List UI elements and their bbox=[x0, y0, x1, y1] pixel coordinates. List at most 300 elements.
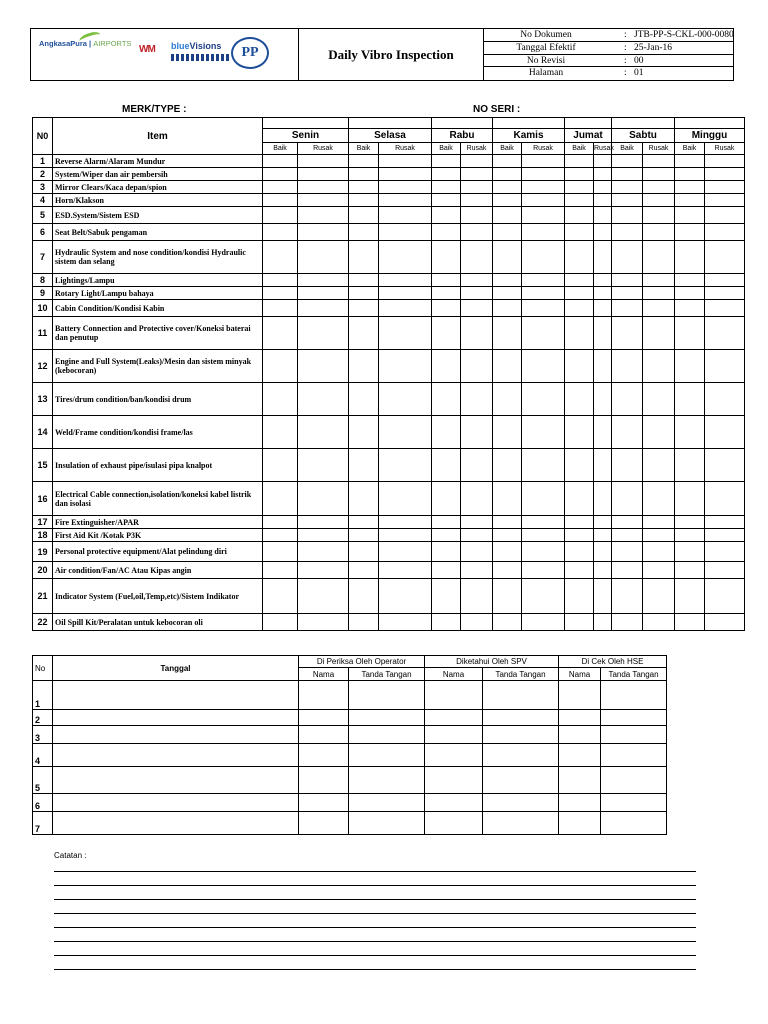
check-cell[interactable] bbox=[612, 274, 643, 287]
check-cell[interactable] bbox=[493, 482, 522, 516]
check-cell[interactable] bbox=[522, 482, 565, 516]
check-cell[interactable] bbox=[379, 449, 432, 482]
signoff-cell[interactable] bbox=[425, 681, 483, 710]
check-cell[interactable] bbox=[675, 482, 705, 516]
check-cell[interactable] bbox=[594, 614, 612, 631]
check-cell[interactable] bbox=[432, 287, 461, 300]
signoff-cell[interactable] bbox=[299, 710, 349, 726]
check-cell[interactable] bbox=[349, 207, 379, 224]
check-cell[interactable] bbox=[493, 224, 522, 241]
check-cell[interactable] bbox=[349, 350, 379, 383]
check-cell[interactable] bbox=[432, 300, 461, 317]
note-line[interactable] bbox=[54, 955, 696, 956]
check-cell[interactable] bbox=[349, 287, 379, 300]
check-cell[interactable] bbox=[298, 300, 349, 317]
check-cell[interactable] bbox=[643, 542, 675, 562]
signoff-cell[interactable] bbox=[425, 744, 483, 767]
signoff-cell[interactable] bbox=[559, 681, 601, 710]
check-cell[interactable] bbox=[298, 449, 349, 482]
signoff-cell[interactable] bbox=[601, 710, 667, 726]
check-cell[interactable] bbox=[565, 350, 594, 383]
check-cell[interactable] bbox=[675, 287, 705, 300]
check-cell[interactable] bbox=[493, 449, 522, 482]
check-cell[interactable] bbox=[612, 317, 643, 350]
signoff-cell[interactable] bbox=[53, 681, 299, 710]
check-cell[interactable] bbox=[705, 350, 745, 383]
signoff-cell[interactable] bbox=[601, 794, 667, 812]
check-cell[interactable] bbox=[705, 482, 745, 516]
check-cell[interactable] bbox=[675, 383, 705, 416]
check-cell[interactable] bbox=[522, 529, 565, 542]
check-cell[interactable] bbox=[379, 317, 432, 350]
check-cell[interactable] bbox=[432, 241, 461, 274]
check-cell[interactable] bbox=[432, 562, 461, 579]
check-cell[interactable] bbox=[522, 383, 565, 416]
check-cell[interactable] bbox=[263, 449, 298, 482]
check-cell[interactable] bbox=[643, 529, 675, 542]
check-cell[interactable] bbox=[349, 449, 379, 482]
check-cell[interactable] bbox=[565, 562, 594, 579]
check-cell[interactable] bbox=[298, 181, 349, 194]
check-cell[interactable] bbox=[379, 194, 432, 207]
signoff-cell[interactable] bbox=[53, 710, 299, 726]
check-cell[interactable] bbox=[379, 562, 432, 579]
check-cell[interactable] bbox=[298, 168, 349, 181]
check-cell[interactable] bbox=[349, 241, 379, 274]
check-cell[interactable] bbox=[643, 181, 675, 194]
check-cell[interactable] bbox=[675, 181, 705, 194]
check-cell[interactable] bbox=[522, 317, 565, 350]
check-cell[interactable] bbox=[643, 317, 675, 350]
check-cell[interactable] bbox=[612, 224, 643, 241]
check-cell[interactable] bbox=[379, 155, 432, 168]
check-cell[interactable] bbox=[461, 287, 493, 300]
signoff-cell[interactable] bbox=[559, 710, 601, 726]
signoff-cell[interactable] bbox=[53, 812, 299, 835]
check-cell[interactable] bbox=[675, 194, 705, 207]
check-cell[interactable] bbox=[461, 542, 493, 562]
signoff-cell[interactable] bbox=[601, 812, 667, 835]
signoff-cell[interactable] bbox=[483, 681, 559, 710]
check-cell[interactable] bbox=[594, 449, 612, 482]
check-cell[interactable] bbox=[522, 274, 565, 287]
check-cell[interactable] bbox=[675, 542, 705, 562]
check-cell[interactable] bbox=[705, 207, 745, 224]
signoff-cell[interactable] bbox=[425, 812, 483, 835]
check-cell[interactable] bbox=[493, 274, 522, 287]
check-cell[interactable] bbox=[522, 516, 565, 529]
check-cell[interactable] bbox=[643, 274, 675, 287]
signoff-cell[interactable] bbox=[299, 812, 349, 835]
check-cell[interactable] bbox=[594, 287, 612, 300]
check-cell[interactable] bbox=[493, 155, 522, 168]
check-cell[interactable] bbox=[461, 274, 493, 287]
check-cell[interactable] bbox=[643, 383, 675, 416]
check-cell[interactable] bbox=[461, 317, 493, 350]
check-cell[interactable] bbox=[263, 194, 298, 207]
check-cell[interactable] bbox=[432, 317, 461, 350]
check-cell[interactable] bbox=[298, 224, 349, 241]
check-cell[interactable] bbox=[379, 529, 432, 542]
signoff-cell[interactable] bbox=[299, 794, 349, 812]
check-cell[interactable] bbox=[612, 562, 643, 579]
check-cell[interactable] bbox=[379, 350, 432, 383]
check-cell[interactable] bbox=[705, 241, 745, 274]
check-cell[interactable] bbox=[643, 168, 675, 181]
check-cell[interactable] bbox=[493, 317, 522, 350]
check-cell[interactable] bbox=[263, 383, 298, 416]
check-cell[interactable] bbox=[643, 516, 675, 529]
note-line[interactable] bbox=[54, 899, 696, 900]
check-cell[interactable] bbox=[263, 207, 298, 224]
check-cell[interactable] bbox=[379, 416, 432, 449]
check-cell[interactable] bbox=[565, 207, 594, 224]
check-cell[interactable] bbox=[522, 287, 565, 300]
check-cell[interactable] bbox=[263, 516, 298, 529]
check-cell[interactable] bbox=[263, 529, 298, 542]
check-cell[interactable] bbox=[349, 194, 379, 207]
check-cell[interactable] bbox=[432, 181, 461, 194]
check-cell[interactable] bbox=[643, 579, 675, 614]
check-cell[interactable] bbox=[612, 181, 643, 194]
signoff-cell[interactable] bbox=[53, 744, 299, 767]
check-cell[interactable] bbox=[594, 350, 612, 383]
signoff-cell[interactable] bbox=[349, 681, 425, 710]
check-cell[interactable] bbox=[263, 350, 298, 383]
signoff-cell[interactable] bbox=[483, 794, 559, 812]
check-cell[interactable] bbox=[612, 482, 643, 516]
check-cell[interactable] bbox=[461, 529, 493, 542]
signoff-cell[interactable] bbox=[601, 726, 667, 744]
check-cell[interactable] bbox=[379, 274, 432, 287]
check-cell[interactable] bbox=[493, 300, 522, 317]
signoff-cell[interactable] bbox=[601, 681, 667, 710]
check-cell[interactable] bbox=[263, 300, 298, 317]
check-cell[interactable] bbox=[493, 416, 522, 449]
check-cell[interactable] bbox=[565, 614, 594, 631]
check-cell[interactable] bbox=[432, 383, 461, 416]
check-cell[interactable] bbox=[432, 579, 461, 614]
check-cell[interactable] bbox=[565, 155, 594, 168]
check-cell[interactable] bbox=[612, 350, 643, 383]
check-cell[interactable] bbox=[522, 562, 565, 579]
check-cell[interactable] bbox=[705, 516, 745, 529]
check-cell[interactable] bbox=[705, 579, 745, 614]
check-cell[interactable] bbox=[675, 416, 705, 449]
check-cell[interactable] bbox=[461, 224, 493, 241]
check-cell[interactable] bbox=[349, 181, 379, 194]
check-cell[interactable] bbox=[298, 579, 349, 614]
check-cell[interactable] bbox=[643, 350, 675, 383]
check-cell[interactable] bbox=[263, 224, 298, 241]
signoff-cell[interactable] bbox=[559, 726, 601, 744]
check-cell[interactable] bbox=[594, 224, 612, 241]
check-cell[interactable] bbox=[379, 516, 432, 529]
check-cell[interactable] bbox=[298, 614, 349, 631]
check-cell[interactable] bbox=[612, 194, 643, 207]
check-cell[interactable] bbox=[594, 207, 612, 224]
check-cell[interactable] bbox=[432, 274, 461, 287]
check-cell[interactable] bbox=[493, 168, 522, 181]
check-cell[interactable] bbox=[493, 181, 522, 194]
check-cell[interactable] bbox=[522, 542, 565, 562]
check-cell[interactable] bbox=[493, 194, 522, 207]
check-cell[interactable] bbox=[675, 241, 705, 274]
check-cell[interactable] bbox=[263, 579, 298, 614]
check-cell[interactable] bbox=[263, 542, 298, 562]
signoff-cell[interactable] bbox=[559, 812, 601, 835]
check-cell[interactable] bbox=[594, 383, 612, 416]
check-cell[interactable] bbox=[565, 300, 594, 317]
check-cell[interactable] bbox=[379, 482, 432, 516]
check-cell[interactable] bbox=[612, 168, 643, 181]
check-cell[interactable] bbox=[705, 562, 745, 579]
signoff-cell[interactable] bbox=[425, 726, 483, 744]
check-cell[interactable] bbox=[298, 274, 349, 287]
check-cell[interactable] bbox=[594, 181, 612, 194]
check-cell[interactable] bbox=[522, 449, 565, 482]
check-cell[interactable] bbox=[612, 383, 643, 416]
check-cell[interactable] bbox=[594, 542, 612, 562]
check-cell[interactable] bbox=[461, 449, 493, 482]
signoff-cell[interactable] bbox=[483, 710, 559, 726]
check-cell[interactable] bbox=[612, 241, 643, 274]
check-cell[interactable] bbox=[705, 287, 745, 300]
check-cell[interactable] bbox=[522, 579, 565, 614]
check-cell[interactable] bbox=[594, 155, 612, 168]
check-cell[interactable] bbox=[461, 241, 493, 274]
check-cell[interactable] bbox=[643, 482, 675, 516]
check-cell[interactable] bbox=[349, 383, 379, 416]
check-cell[interactable] bbox=[298, 287, 349, 300]
check-cell[interactable] bbox=[705, 168, 745, 181]
check-cell[interactable] bbox=[379, 614, 432, 631]
signoff-cell[interactable] bbox=[299, 681, 349, 710]
signoff-cell[interactable] bbox=[349, 744, 425, 767]
check-cell[interactable] bbox=[263, 614, 298, 631]
check-cell[interactable] bbox=[263, 168, 298, 181]
check-cell[interactable] bbox=[349, 416, 379, 449]
check-cell[interactable] bbox=[675, 168, 705, 181]
check-cell[interactable] bbox=[432, 155, 461, 168]
check-cell[interactable] bbox=[493, 287, 522, 300]
check-cell[interactable] bbox=[565, 449, 594, 482]
check-cell[interactable] bbox=[298, 317, 349, 350]
check-cell[interactable] bbox=[461, 194, 493, 207]
check-cell[interactable] bbox=[565, 383, 594, 416]
check-cell[interactable] bbox=[461, 300, 493, 317]
check-cell[interactable] bbox=[493, 241, 522, 274]
check-cell[interactable] bbox=[349, 224, 379, 241]
check-cell[interactable] bbox=[612, 542, 643, 562]
signoff-cell[interactable] bbox=[559, 767, 601, 794]
check-cell[interactable] bbox=[461, 181, 493, 194]
check-cell[interactable] bbox=[643, 449, 675, 482]
check-cell[interactable] bbox=[565, 181, 594, 194]
check-cell[interactable] bbox=[379, 241, 432, 274]
check-cell[interactable] bbox=[493, 529, 522, 542]
check-cell[interactable] bbox=[594, 194, 612, 207]
check-cell[interactable] bbox=[594, 168, 612, 181]
check-cell[interactable] bbox=[349, 155, 379, 168]
check-cell[interactable] bbox=[298, 562, 349, 579]
check-cell[interactable] bbox=[263, 562, 298, 579]
check-cell[interactable] bbox=[594, 529, 612, 542]
check-cell[interactable] bbox=[705, 383, 745, 416]
check-cell[interactable] bbox=[298, 383, 349, 416]
signoff-cell[interactable] bbox=[601, 767, 667, 794]
signoff-cell[interactable] bbox=[53, 767, 299, 794]
check-cell[interactable] bbox=[522, 207, 565, 224]
check-cell[interactable] bbox=[705, 224, 745, 241]
check-cell[interactable] bbox=[432, 224, 461, 241]
check-cell[interactable] bbox=[461, 416, 493, 449]
check-cell[interactable] bbox=[432, 416, 461, 449]
signoff-cell[interactable] bbox=[559, 744, 601, 767]
check-cell[interactable] bbox=[432, 542, 461, 562]
check-cell[interactable] bbox=[675, 614, 705, 631]
check-cell[interactable] bbox=[705, 155, 745, 168]
check-cell[interactable] bbox=[705, 181, 745, 194]
check-cell[interactable] bbox=[522, 155, 565, 168]
check-cell[interactable] bbox=[461, 350, 493, 383]
check-cell[interactable] bbox=[379, 542, 432, 562]
check-cell[interactable] bbox=[461, 516, 493, 529]
check-cell[interactable] bbox=[565, 317, 594, 350]
check-cell[interactable] bbox=[493, 614, 522, 631]
check-cell[interactable] bbox=[612, 287, 643, 300]
check-cell[interactable] bbox=[612, 416, 643, 449]
check-cell[interactable] bbox=[379, 383, 432, 416]
check-cell[interactable] bbox=[379, 287, 432, 300]
check-cell[interactable] bbox=[493, 383, 522, 416]
check-cell[interactable] bbox=[705, 449, 745, 482]
check-cell[interactable] bbox=[675, 516, 705, 529]
check-cell[interactable] bbox=[643, 155, 675, 168]
check-cell[interactable] bbox=[522, 350, 565, 383]
check-cell[interactable] bbox=[565, 416, 594, 449]
check-cell[interactable] bbox=[522, 224, 565, 241]
check-cell[interactable] bbox=[349, 274, 379, 287]
check-cell[interactable] bbox=[565, 274, 594, 287]
check-cell[interactable] bbox=[493, 579, 522, 614]
check-cell[interactable] bbox=[675, 317, 705, 350]
check-cell[interactable] bbox=[675, 207, 705, 224]
check-cell[interactable] bbox=[643, 614, 675, 631]
signoff-cell[interactable] bbox=[299, 767, 349, 794]
check-cell[interactable] bbox=[432, 207, 461, 224]
check-cell[interactable] bbox=[379, 224, 432, 241]
check-cell[interactable] bbox=[565, 287, 594, 300]
check-cell[interactable] bbox=[643, 562, 675, 579]
check-cell[interactable] bbox=[349, 516, 379, 529]
check-cell[interactable] bbox=[594, 274, 612, 287]
check-cell[interactable] bbox=[594, 416, 612, 449]
check-cell[interactable] bbox=[565, 482, 594, 516]
signoff-cell[interactable] bbox=[53, 726, 299, 744]
check-cell[interactable] bbox=[675, 562, 705, 579]
check-cell[interactable] bbox=[675, 300, 705, 317]
check-cell[interactable] bbox=[461, 207, 493, 224]
check-cell[interactable] bbox=[432, 516, 461, 529]
check-cell[interactable] bbox=[298, 482, 349, 516]
check-cell[interactable] bbox=[522, 194, 565, 207]
note-line[interactable] bbox=[54, 969, 696, 970]
check-cell[interactable] bbox=[349, 300, 379, 317]
check-cell[interactable] bbox=[705, 317, 745, 350]
check-cell[interactable] bbox=[643, 207, 675, 224]
check-cell[interactable] bbox=[493, 562, 522, 579]
check-cell[interactable] bbox=[298, 542, 349, 562]
signoff-cell[interactable] bbox=[425, 710, 483, 726]
check-cell[interactable] bbox=[461, 614, 493, 631]
check-cell[interactable] bbox=[705, 194, 745, 207]
check-cell[interactable] bbox=[522, 241, 565, 274]
check-cell[interactable] bbox=[298, 241, 349, 274]
note-line[interactable] bbox=[54, 913, 696, 914]
check-cell[interactable] bbox=[643, 224, 675, 241]
note-line[interactable] bbox=[54, 941, 696, 942]
check-cell[interactable] bbox=[565, 168, 594, 181]
check-cell[interactable] bbox=[461, 562, 493, 579]
check-cell[interactable] bbox=[432, 449, 461, 482]
check-cell[interactable] bbox=[349, 562, 379, 579]
check-cell[interactable] bbox=[705, 614, 745, 631]
check-cell[interactable] bbox=[522, 416, 565, 449]
check-cell[interactable] bbox=[643, 287, 675, 300]
note-line[interactable] bbox=[54, 927, 696, 928]
check-cell[interactable] bbox=[379, 181, 432, 194]
check-cell[interactable] bbox=[675, 529, 705, 542]
check-cell[interactable] bbox=[298, 194, 349, 207]
check-cell[interactable] bbox=[594, 241, 612, 274]
check-cell[interactable] bbox=[675, 155, 705, 168]
check-cell[interactable] bbox=[643, 300, 675, 317]
check-cell[interactable] bbox=[379, 579, 432, 614]
check-cell[interactable] bbox=[594, 482, 612, 516]
check-cell[interactable] bbox=[612, 207, 643, 224]
check-cell[interactable] bbox=[349, 579, 379, 614]
check-cell[interactable] bbox=[379, 168, 432, 181]
check-cell[interactable] bbox=[263, 416, 298, 449]
check-cell[interactable] bbox=[565, 529, 594, 542]
check-cell[interactable] bbox=[379, 207, 432, 224]
check-cell[interactable] bbox=[522, 181, 565, 194]
check-cell[interactable] bbox=[349, 614, 379, 631]
check-cell[interactable] bbox=[522, 168, 565, 181]
check-cell[interactable] bbox=[594, 300, 612, 317]
check-cell[interactable] bbox=[594, 516, 612, 529]
signoff-cell[interactable] bbox=[425, 767, 483, 794]
signoff-cell[interactable] bbox=[349, 794, 425, 812]
check-cell[interactable] bbox=[461, 482, 493, 516]
check-cell[interactable] bbox=[675, 224, 705, 241]
signoff-cell[interactable] bbox=[425, 794, 483, 812]
check-cell[interactable] bbox=[675, 579, 705, 614]
check-cell[interactable] bbox=[349, 529, 379, 542]
check-cell[interactable] bbox=[298, 416, 349, 449]
signoff-cell[interactable] bbox=[299, 726, 349, 744]
check-cell[interactable] bbox=[565, 241, 594, 274]
check-cell[interactable] bbox=[643, 241, 675, 274]
check-cell[interactable] bbox=[298, 350, 349, 383]
check-cell[interactable] bbox=[675, 350, 705, 383]
check-cell[interactable] bbox=[705, 529, 745, 542]
check-cell[interactable] bbox=[565, 224, 594, 241]
check-cell[interactable] bbox=[298, 529, 349, 542]
check-cell[interactable] bbox=[705, 542, 745, 562]
check-cell[interactable] bbox=[594, 317, 612, 350]
